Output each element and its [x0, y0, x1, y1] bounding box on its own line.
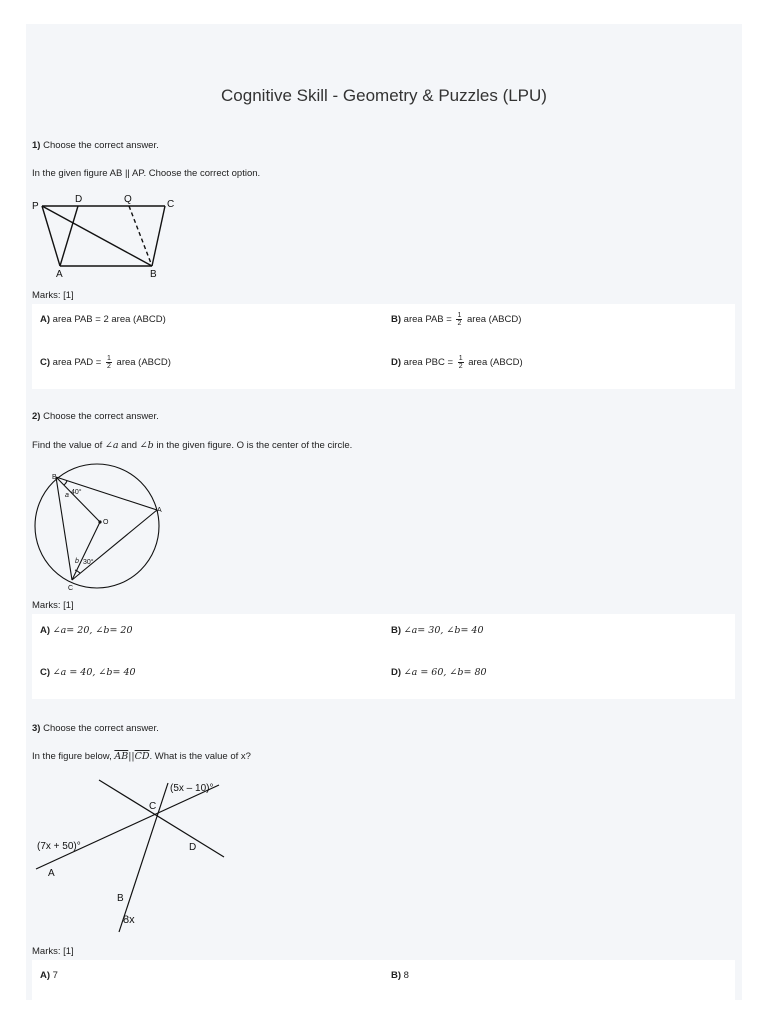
question-instruction: Choose the correct answer.: [43, 140, 159, 151]
fig1-label-p: P: [32, 201, 39, 212]
option-a[interactable]: A) ∠a= 20, ∠b= 20: [40, 625, 133, 636]
question-instruction: Choose the correct answer.: [43, 411, 159, 422]
fig1-label-a: A: [56, 269, 63, 280]
question-number: 2): [32, 411, 41, 422]
fig3-label-5x: (5x – 10)°: [170, 783, 214, 794]
question-3-options: [32, 960, 735, 1000]
fig3-label-d: D: [189, 842, 197, 853]
option-c[interactable]: C) area PAD = $\frac{1}{2}$ area (ABCD): [40, 355, 171, 370]
option-d[interactable]: D) area PBC = $\frac{1}{2}$ area (ABCD): [391, 355, 523, 370]
fig2-label-b: B: [52, 474, 57, 481]
fig1-label-d: D: [75, 194, 83, 205]
fig2-label-angle-a: a: [65, 492, 69, 499]
question-3-figure: [26, 24, 742, 1000]
option-b[interactable]: B) ∠a= 30, ∠b= 40: [391, 625, 484, 636]
option-b[interactable]: B) 8: [391, 970, 409, 981]
fraction: $\frac{1}{2}$: [458, 355, 463, 370]
fig3-label-8x: 8x: [123, 914, 135, 926]
question-1-prompt: In the given figure AB || AP. Choose the correct option.: [32, 168, 261, 179]
fig2-label-c: C: [68, 585, 74, 592]
option-a[interactable]: A) 7: [40, 970, 58, 981]
fig3-label-7x: (7x + 50)°: [37, 841, 81, 852]
fig3-label-b: B: [117, 893, 124, 904]
fig2-label-30: 30°: [83, 559, 94, 566]
fig3-label-c: C: [149, 801, 157, 812]
fig2-label-a: A: [157, 507, 162, 514]
fig1-label-c: C: [167, 199, 175, 210]
fig3-label-a: A: [48, 868, 55, 879]
question-3-marks: Marks: [1]: [32, 946, 74, 957]
question-number: 1): [32, 140, 41, 151]
fraction: $\frac{1}{2}$: [457, 312, 462, 327]
question-instruction: Choose the correct answer.: [43, 723, 159, 734]
fig1-label-q: Q: [124, 194, 132, 205]
option-b[interactable]: B) area PAB = $\frac{1}{2}$ area (ABCD): [391, 312, 522, 327]
option-a[interactable]: A) area PAB = 2 area (ABCD): [40, 314, 166, 325]
question-2-prompt: Find the value of ∠a and ∠b in the given figure. O is the center of the circle.: [32, 440, 353, 451]
option-d[interactable]: D) ∠a = 60, ∠b= 80: [391, 667, 487, 678]
page-title: Cognitive Skill - Geometry & Puzzles (LPU): [221, 86, 547, 105]
option-c[interactable]: C) ∠a = 40, ∠b= 40: [40, 667, 136, 678]
fig2-label-o: O: [103, 519, 109, 526]
question-1-marks: Marks: [1]: [32, 290, 74, 301]
question-2-marks: Marks: [1]: [32, 600, 74, 611]
fig2-label-40: 40°: [71, 489, 82, 496]
fig1-label-b: B: [150, 269, 157, 280]
question-3-prompt: In the figure below, $\overline{AB}||\overline{CD}$. What is the value of x?: [32, 751, 251, 762]
fig2-label-angle-b: b: [75, 558, 79, 565]
fraction: $\frac{1}{2}$: [106, 355, 111, 370]
question-number: 3): [32, 723, 41, 734]
worksheet-page: [26, 24, 742, 1000]
